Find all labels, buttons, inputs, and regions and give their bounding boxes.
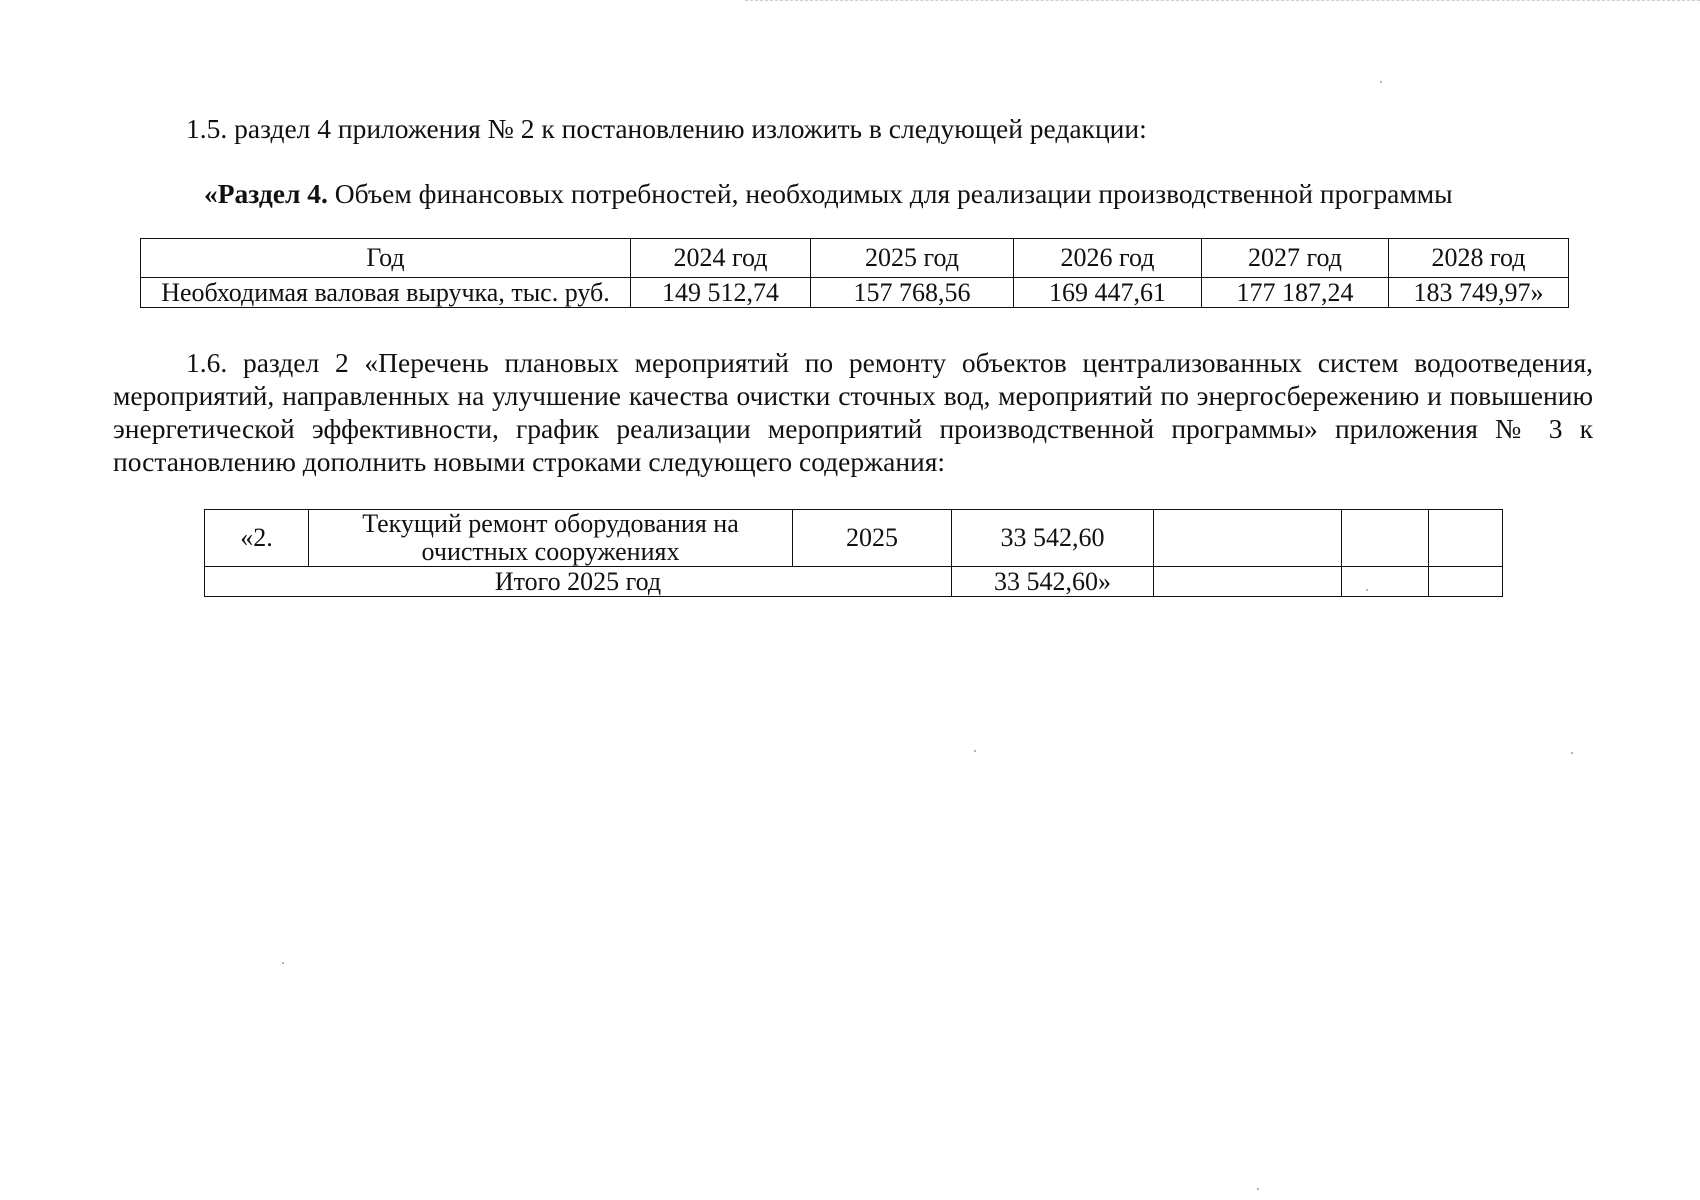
section-4-title: Объем финансовых потребностей, необходимых для реализации производственной программы <box>327 178 1453 209</box>
header-cell-2024: 2024 год <box>631 239 811 278</box>
section-4-label: «Раздел 4. <box>204 178 328 209</box>
empty-cell <box>1154 510 1342 567</box>
repair-table <box>204 509 1503 597</box>
item-amount: 33 542,60 <box>952 510 1154 567</box>
total-label: Итого 2025 год <box>205 567 952 597</box>
scan-speck <box>1571 752 1573 754</box>
empty-cell <box>1342 567 1429 597</box>
scan-speck <box>282 962 284 964</box>
row-label-revenue: Необходимая валовая выручка, тыс. руб. <box>141 278 631 308</box>
value-cell-2027: 177 187,24 <box>1202 278 1389 308</box>
header-cell-2025: 2025 год <box>811 239 1014 278</box>
empty-cell <box>1429 510 1503 567</box>
scan-speck <box>1366 589 1368 591</box>
header-cell-year: Год <box>141 239 631 278</box>
empty-cell <box>1154 567 1342 597</box>
item-name: Текущий ремонт оборудования на очистных сооружениях <box>309 510 793 567</box>
repair-total-row <box>205 567 1503 597</box>
empty-cell <box>1342 510 1429 567</box>
value-cell-2024: 149 512,74 <box>631 278 811 308</box>
total-amount: 33 542,60» <box>952 567 1154 597</box>
section-4-heading <box>204 177 1453 210</box>
revenue-table <box>140 238 1569 308</box>
header-cell-2026: 2026 год <box>1014 239 1202 278</box>
scan-edge-artifact <box>745 0 1700 5</box>
scan-speck <box>1257 1188 1259 1190</box>
value-cell-2028: 183 749,97» <box>1389 278 1569 308</box>
header-cell-2028: 2028 год <box>1389 239 1569 278</box>
revenue-table-header-row <box>141 239 1569 278</box>
paragraph-1-6: 1.6. раздел 2 «Перечень плановых мероприятий по ремонту объектов централизованных систем водоотведения, мероприятий, направленных на улучшение качества очистки сточных вод, мероприятий по энергосбережению и повышению энергетической эффективности, график реализации мероприятий производственной программы» приложения № 3 к постановлению дополнить новыми строками следующего содержания: <box>113 347 1593 477</box>
item-number: «2. <box>205 510 309 567</box>
scan-speck <box>1380 81 1382 83</box>
value-cell-2026: 169 447,61 <box>1014 278 1202 308</box>
revenue-table-data-row <box>141 278 1569 308</box>
repair-item-row <box>205 510 1503 567</box>
value-cell-2025: 157 768,56 <box>811 278 1014 308</box>
item-year: 2025 <box>793 510 952 567</box>
paragraph-1-5: 1.5. раздел 4 приложения № 2 к постановлению изложить в следующей редакции: <box>186 113 1147 144</box>
scan-speck <box>974 750 976 752</box>
empty-cell <box>1429 567 1503 597</box>
header-cell-2027: 2027 год <box>1202 239 1389 278</box>
